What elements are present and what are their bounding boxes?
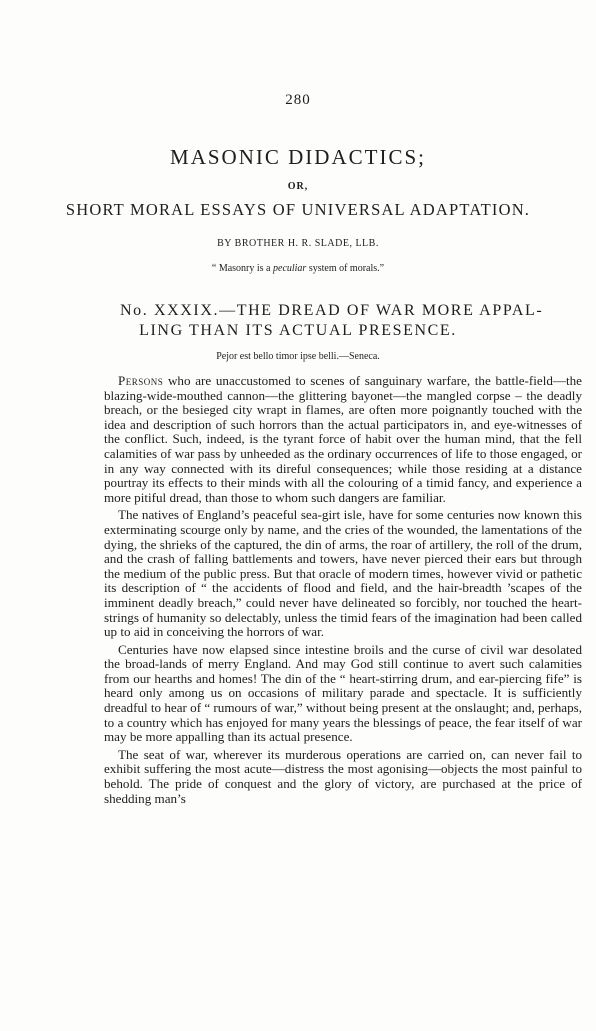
paragraph <box>104 643 582 745</box>
page-number: 280 <box>285 92 311 108</box>
motto <box>0 263 596 274</box>
paragraph <box>104 508 582 639</box>
essay-body <box>104 374 582 809</box>
paragraph-text: who are unaccustomed to scenes of sanguinary warfare, the battle-field—the blazing-wide-mouthed cannon—the glittering bayonet—the mangled corpse – the deadly breach, or the besieged city wrapt in flames, are often more poignantly touched with the idea and description of such horrors than the actual participators in, and eye-witnesses of the conflict. Such, indeed, is the tyrant force of habit over the human mind, that the fell calamities of war pass by unheeded as the ordinary occurrences of life to those engaged, or in any way connected with its direful consequences; while those residing at a distance pourtray its effects to their minds with all the colouring of a timid fancy, and experience a more pitiful dread, than those to whom such dangers are familiar. <box>104 373 582 505</box>
paragraph-lead: Persons <box>118 373 164 388</box>
motto-before: “ Masonry is a <box>211 263 273 274</box>
paragraph-text: The seat of war, wherever its murderous operations are carried on, can never fail to exhibit suffering the most acute—distress the most agonising—objects the most painful to behold. The pride of conquest and the glory of victory, are purchased at the price of shedding man’s <box>104 746 582 806</box>
paragraph <box>104 374 582 505</box>
paragraph-text: The natives of England’s peaceful sea-girt isle, have for some centuries now known this exterminating scourge only by name, and the cries of the wounded, the lamentations of the dying, the shrieks of the captured, the din of arms, the roar of artillery, the roll of the drum, and the crash of falling battlements and towers, have never pierced their ears but through the medium of the public press. But that oracle of modern times, however vivid or pathetic its description of “ the accidents of flood and field, and the hair-breadth ’scapes of the imminent deadly breach,” could never have delineated so forcibly, nor touched the heart-strings of humanity so delectably, unless the timid fears of the imagination had been called up to aid in conceiving the horrors of war. <box>104 507 582 640</box>
title-connector: OR, <box>287 181 309 192</box>
paragraph <box>104 748 582 806</box>
paragraph-text: Centuries have now elapsed since intestine broils and the curse of civil war desolated the broad-lands of merry England. And may God still continue to avert such calamities from our hearths and homes! The din of the “ heart-stirring drum, and ear-piercing fife” is heard only among us on occasions of military parade and spectacle. It is sufficiently dreadful to hear of “ rumours of war,” without being present at the onslaught; and, perhaps, to a country which has enjoyed for many years the blessings of peace, the fear itself of war may be more appalling than its actual presence. <box>104 641 582 745</box>
epigraph: Pejor est bello timor ipse belli.—Seneca. <box>216 351 380 362</box>
essay-heading-line-1: No. XXXIX.—THE DREAD OF WAR MORE APPAL- <box>120 302 544 319</box>
motto-after: system of morals.” <box>306 263 385 274</box>
page-title: MASONIC DIDACTICS; <box>170 145 426 169</box>
motto-italic: peculiar <box>273 263 307 274</box>
page-subtitle: SHORT MORAL ESSAYS OF UNIVERSAL ADAPTATION. <box>65 200 531 219</box>
author-byline: BY BROTHER H. R. SLADE, LLB. <box>217 238 379 249</box>
essay-heading-line-2: LING THAN ITS ACTUAL PRESENCE. <box>139 322 457 339</box>
